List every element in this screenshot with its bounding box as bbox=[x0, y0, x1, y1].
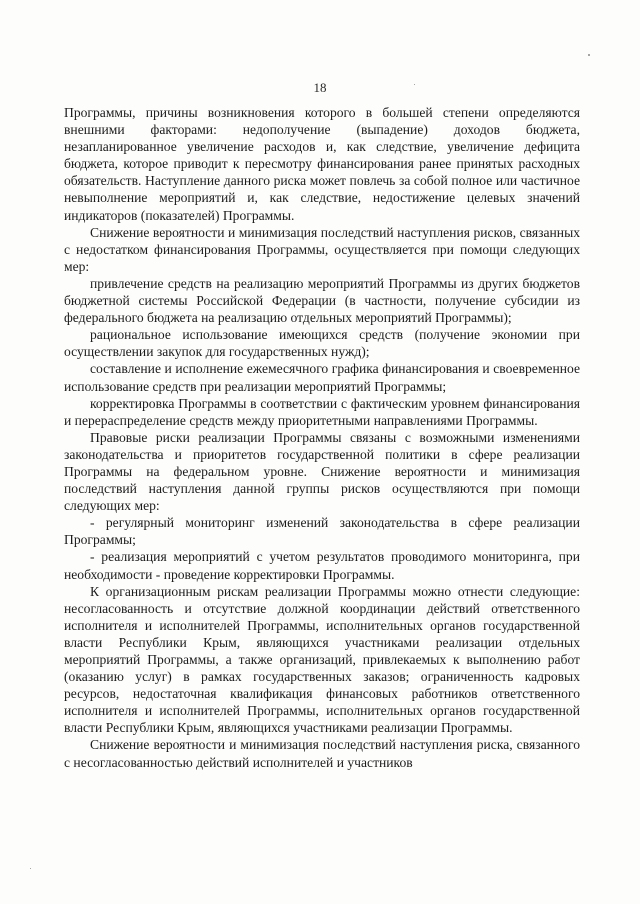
list-item-implementation: - реализация мероприятий с учетом результатов проводимого мониторинга, при необходимости - проведение корректировки Программы. bbox=[64, 549, 580, 582]
paragraph-continued: Программы, причины возникновения которого в большей степени определяются внешними факторами: недополучение (выпадение) доходов бюджета, незапланированное увеличение расходов и, как следствие, увеличение дефицита бюджета, которое приводит к пересмотру финансирования ранее принятых расходных обязательств. Наступление данного риска может повлечь за собой полное или частичное невыполнение мероприятий и, как следствие, недостижение целевых значений индикаторов (показателей) Программы. bbox=[64, 105, 580, 223]
scan-speck bbox=[588, 54, 590, 56]
paragraph-legal-risks: Правовые риски реализации Программы связаны с возможными изменениями законодательства и приоритетов государственной политики в сфере реализации Программы на федеральном уровне. Снижение вероятности и минимизация последствий наступления данной группы рисков осуществляются при помощи следующих мер: bbox=[64, 429, 580, 514]
list-item-attract-funds: привлечение средств на реализацию мероприятий Программы из других бюджетов бюджетной системы Российской Федерации (в частности, получение субсидии из федерального бюджета на реализацию отдельных мероприятий Программы); bbox=[64, 275, 580, 326]
page-number: 18 bbox=[313, 80, 327, 95]
scan-speck bbox=[414, 84, 415, 85]
paragraph-financing-risk-measures: Снижение вероятности и минимизация последствий наступления рисков, связанных с недостатком финансирования Программы, осуществляется при помощи следующих мер: bbox=[64, 224, 580, 274]
scan-speck bbox=[30, 868, 31, 869]
list-item-schedule: составление и исполнение ежемесячного графика финансирования и своевременное использование средств при реализации мероприятий Программы; bbox=[64, 361, 580, 394]
list-item-monitoring: - регулярный мониторинг изменений законодательства в сфере реализации Программы; bbox=[64, 515, 580, 548]
paragraph-organizational-risks: К организационным рискам реализации Программы можно отнести следующие: несогласованность и отсутствие должной координации действий ответственного исполнителя и исполнителей Программы, исполнительных органов государственной власти Республики Крым, являющихся участниками реализации отдельных мероприятий Программы, а также организаций, привлекаемых к выполнению работ (оказанию услуг) в рамках государственных заказов; ограниченность кадровых ресурсов, недостаточная квалификация финансовых работников ответственного исполнителя и исполнителей Программы, исполнительных органов государственной власти Республики Крым, являющихся участниками реализации Программы. bbox=[64, 583, 580, 736]
paragraph-risk-reduction: Снижение вероятности и минимизация последствий наступления риска, связанного с несогласованностью действий исполнителей и участников bbox=[64, 737, 580, 770]
list-item-rational-use: рациональное использование имеющихся средств (получение экономии при осуществлении закупок для государственных нужд); bbox=[64, 327, 580, 360]
body-text bbox=[64, 104, 580, 771]
list-item-adjustment: корректировка Программы в соответствии с фактическим уровнем финансирования и перераспределение средств между приоритетными направлениями Программы. bbox=[64, 395, 580, 428]
